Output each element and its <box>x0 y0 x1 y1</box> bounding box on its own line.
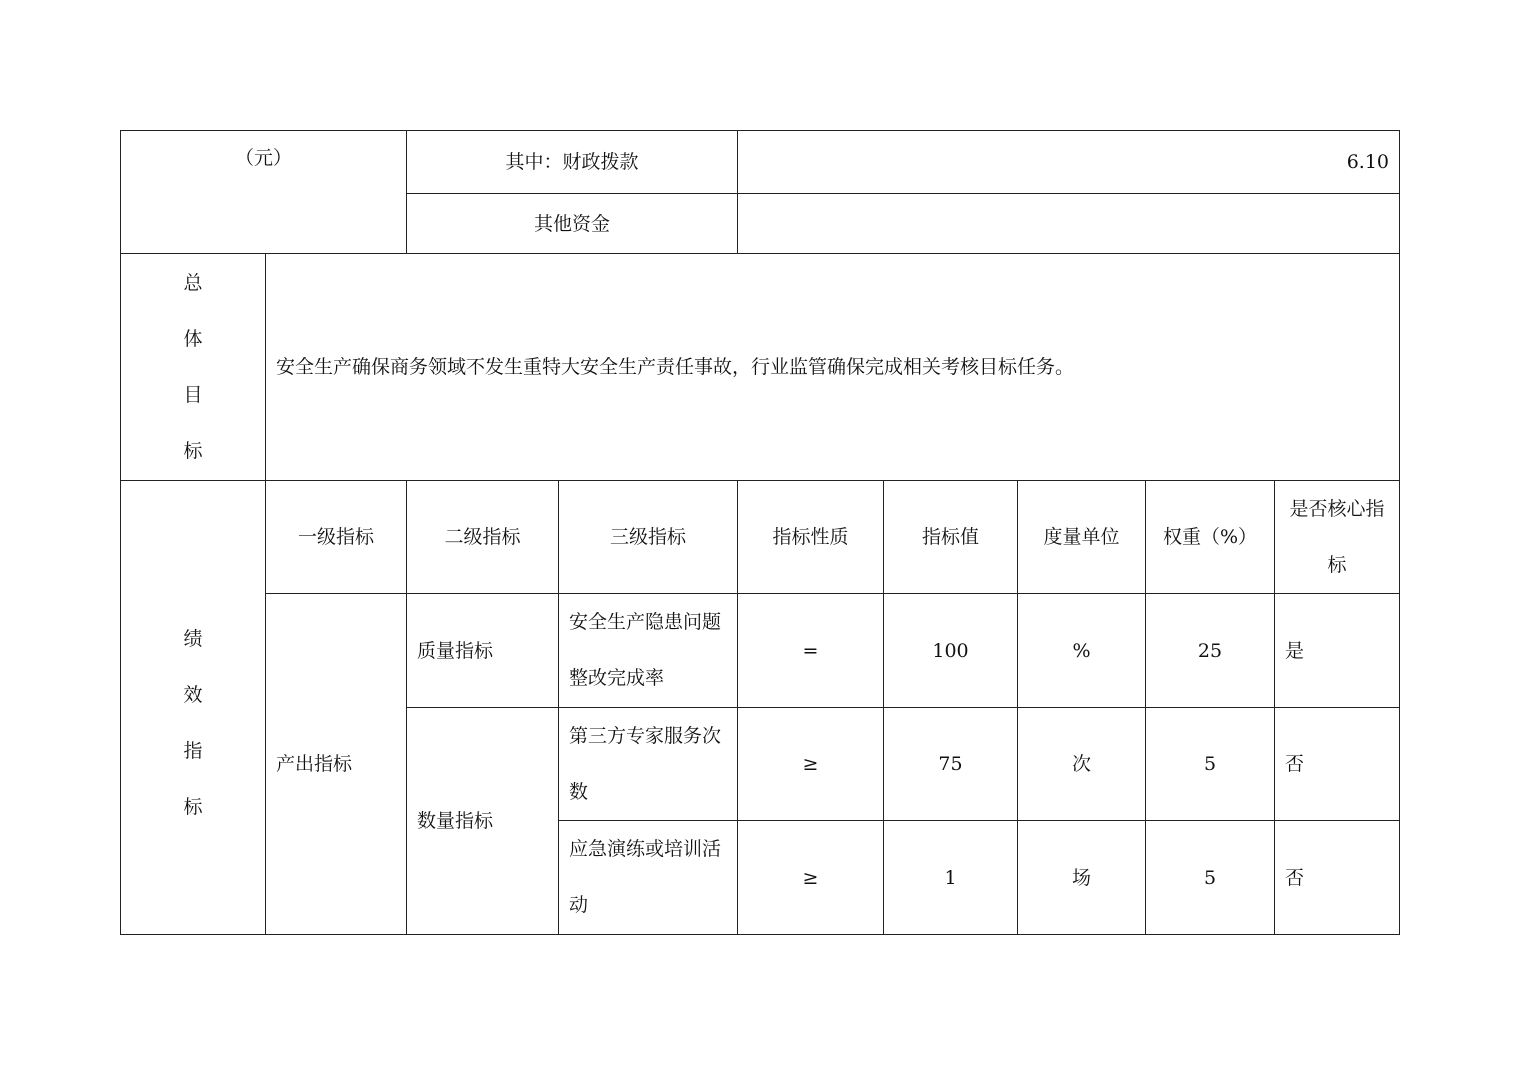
row-weight: 5 <box>1203 866 1217 889</box>
funding-row2-value <box>738 194 1399 253</box>
level3-line1: 安全生产隐患问题 <box>569 611 722 633</box>
header-weight: 权重（%） <box>1162 526 1258 548</box>
overall-goal-label-char: 标 <box>183 440 203 462</box>
row-value: 75 <box>938 753 963 775</box>
row-value: 100 <box>932 639 969 662</box>
header-core-line1: 是否核心指 <box>1289 498 1385 520</box>
header-unit: 度量单位 <box>1043 526 1120 548</box>
row-weight: 5 <box>1203 753 1217 775</box>
level3-line1: 应急演练或培训活 <box>569 838 722 860</box>
level2-quality: 质量指标 <box>417 639 494 662</box>
overall-goal-label <box>121 254 265 480</box>
row-core: 是 <box>1285 639 1305 662</box>
row-unit: 场 <box>1071 866 1091 889</box>
overall-goal-label-char: 目 <box>183 384 203 406</box>
funding-row1-value: 6.10 <box>1346 151 1389 173</box>
level3-line2: 整改完成率 <box>569 667 665 689</box>
level2-quantity: 数量指标 <box>417 810 494 832</box>
performance-label-char: 指 <box>183 739 203 762</box>
row-unit: 次 <box>1071 753 1091 775</box>
overall-goal-text: 安全生产确保商务领域不发生重特大安全生产责任事故，行业监管确保完成相关考核目标任务。 <box>276 356 1075 378</box>
row-nature: = <box>802 639 819 662</box>
row-core: 否 <box>1285 753 1305 775</box>
performance-label-char: 绩 <box>183 627 203 650</box>
performance-label-char: 标 <box>183 795 203 818</box>
level3-line2: 动 <box>569 894 589 916</box>
header-core <box>1275 481 1399 593</box>
level3-line2: 数 <box>569 781 589 803</box>
table-row-level3 <box>559 594 737 707</box>
table-row-level3 <box>559 821 737 934</box>
header-level2: 二级指标 <box>444 526 521 548</box>
header-nature: 指标性质 <box>772 526 849 548</box>
header-core-line2: 标 <box>1327 554 1347 576</box>
overall-goal-label-char: 总 <box>183 272 203 294</box>
row-nature: ≥ <box>802 866 819 889</box>
performance-label <box>121 481 265 934</box>
level1-output: 产出指标 <box>276 753 353 775</box>
header-value: 指标值 <box>921 526 979 548</box>
row-weight: 25 <box>1197 639 1223 662</box>
row-nature: ≥ <box>802 753 819 775</box>
level3-line1: 第三方专家服务次 <box>569 725 722 747</box>
overall-goal-label-char: 体 <box>183 328 203 350</box>
header-level3: 三级指标 <box>609 526 686 548</box>
funding-row1-label: 其中：财政拨款 <box>505 151 639 173</box>
table-border-bottom <box>120 934 1400 935</box>
row-value: 1 <box>944 866 957 889</box>
header-level1: 一级指标 <box>297 526 374 548</box>
performance-label-char: 效 <box>183 683 203 706</box>
funding-row2-label: 其他资金 <box>533 212 610 235</box>
table-border-right <box>1399 130 1400 935</box>
row-core: 否 <box>1285 866 1305 889</box>
funding-unit-label: （元） <box>234 147 292 169</box>
row-unit: % <box>1072 639 1091 662</box>
table-row-level3 <box>559 708 737 820</box>
